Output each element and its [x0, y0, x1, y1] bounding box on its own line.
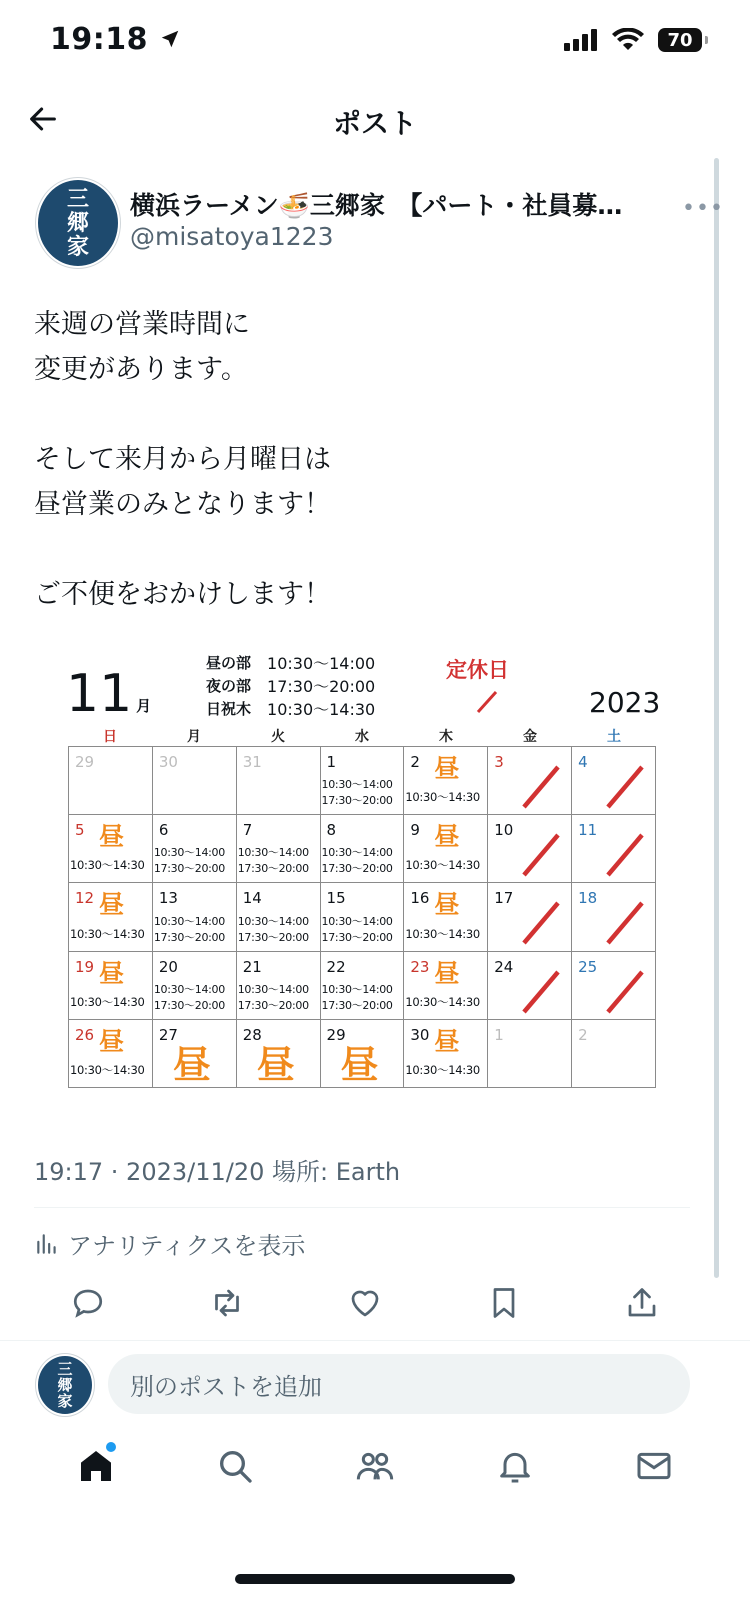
day-hours [154, 914, 225, 946]
avatar[interactable] [36, 178, 120, 268]
status-icons [564, 28, 702, 52]
home-indicator [235, 1574, 515, 1584]
analytics-link[interactable] [34, 1226, 305, 1261]
dinner-hours: 17:30〜20:00 [321, 930, 393, 944]
day-number: 29 [326, 1025, 346, 1044]
calendar-week [69, 883, 656, 951]
day-hours [154, 845, 225, 877]
weekday-header [68, 726, 656, 746]
signal-icon [564, 29, 598, 51]
lunch-hours: 10:30〜14:00 [237, 914, 309, 928]
day-number: 23 [410, 957, 430, 976]
day-hours [238, 845, 309, 877]
calendar-grid [68, 746, 656, 1088]
day-number: 7 [242, 821, 253, 840]
tab-search[interactable] [205, 1436, 265, 1496]
day-number: 4 [578, 753, 588, 771]
lunch-hours: 10:30〜14:30 [405, 858, 480, 873]
avatar-char: 家 [57, 1392, 73, 1410]
tab-home[interactable] [66, 1436, 126, 1496]
day-number: 20 [158, 957, 178, 976]
post-line: 来週の営業時間に [34, 309, 250, 340]
calendar-day [404, 747, 488, 815]
more-options-icon[interactable]: ••• [682, 196, 724, 221]
reply-input[interactable] [108, 1354, 690, 1414]
calendar-day [488, 1019, 572, 1087]
calendar-day [320, 1019, 404, 1087]
avatar-char: 家 [66, 234, 89, 260]
author-handle[interactable]: @misatoya1223 [130, 222, 334, 251]
notification-dot [106, 1442, 116, 1452]
day-number: 19 [75, 957, 95, 976]
closed-day-label: 定休日 [446, 658, 509, 682]
lunch-mark: 昼 [434, 890, 460, 920]
calendar-day [404, 1019, 488, 1087]
avatar-char: 郷 [57, 1376, 73, 1394]
like-icon[interactable] [347, 1285, 383, 1321]
hours-label: 夜の部 [206, 677, 252, 695]
calendar-day [572, 815, 656, 883]
post-line: そして来月から月曜日は [34, 444, 331, 475]
dinner-hours: 17:30〜20:00 [153, 862, 225, 876]
day-number: 24 [494, 957, 514, 976]
lunch-mark: 昼 [172, 1042, 211, 1087]
day-number: 30 [158, 753, 178, 771]
post-line: 昼営業のみとなります！ [34, 489, 331, 520]
communities-icon [355, 1446, 395, 1486]
calendar-day [320, 883, 404, 951]
calendar-day [236, 1019, 320, 1087]
lunch-hours: 10:30〜14:30 [70, 858, 145, 873]
lunch-hours: 10:30〜14:30 [405, 790, 480, 805]
bookmark-icon[interactable] [486, 1285, 522, 1321]
calendar-day [152, 883, 236, 951]
home-icon [76, 1446, 116, 1486]
day-number: 18 [578, 889, 598, 908]
lunch-mark: 昼 [99, 1026, 125, 1056]
business-hours [206, 652, 375, 721]
calendar-day [152, 815, 236, 883]
lunch-hours: 10:30〜14:00 [153, 982, 225, 996]
calendar-day [69, 1019, 153, 1087]
dinner-hours: 17:30〜20:00 [237, 862, 309, 876]
page-title: ポスト [332, 107, 417, 140]
calendar-month: 11 月 [66, 664, 152, 724]
calendar-day [236, 883, 320, 951]
lunch-mark: 昼 [99, 890, 125, 920]
lunch-hours: 10:30〜14:00 [237, 846, 309, 860]
lunch-hours: 10:30〜14:30 [70, 994, 145, 1009]
day-number: 22 [326, 957, 346, 976]
day-number: 9 [410, 821, 420, 840]
day-number: 30 [410, 1025, 430, 1044]
post-text [34, 302, 714, 617]
dinner-hours: 17:30〜20:00 [153, 930, 225, 944]
lunch-hours: 10:30〜14:00 [237, 982, 309, 996]
lunch-mark: 昼 [434, 1026, 460, 1056]
closed-slash [602, 968, 648, 1016]
messages-icon [634, 1446, 674, 1486]
post-timestamp: 19:17 · 2023/11/20 場所: Earth [34, 1158, 401, 1186]
calendar-day [69, 747, 153, 815]
day-hours [322, 777, 393, 809]
weekday-label: 木 [439, 729, 453, 745]
lunch-mark: 昼 [434, 754, 460, 783]
lunch-mark: 昼 [434, 958, 460, 988]
day-number: 5 [75, 821, 85, 840]
calendar-day [320, 747, 404, 815]
lunch-hours: 10:30〜14:00 [153, 914, 225, 928]
scrollbar[interactable] [714, 158, 719, 1278]
reply-icon[interactable] [70, 1285, 106, 1321]
avatar-char: 三 [57, 1360, 73, 1378]
battery-level: 70 [667, 29, 693, 51]
weekday-label: 土 [607, 729, 621, 745]
closed-slash [518, 968, 564, 1016]
weekday-label: 月 [187, 729, 201, 745]
search-icon [215, 1446, 255, 1486]
post-line: ご不便をおかけします！ [34, 579, 331, 610]
tab-messages[interactable] [624, 1436, 684, 1496]
status-time: 19:18 [50, 22, 181, 57]
hours-label: 日祝木 [206, 700, 252, 718]
day-number: 2 [410, 753, 420, 771]
calendar-week [69, 815, 656, 883]
notifications-icon [495, 1446, 535, 1486]
calendar-day [236, 951, 320, 1019]
closed-slash [518, 831, 564, 879]
calendar-week [69, 1019, 656, 1087]
lunch-mark: 昼 [99, 958, 125, 988]
calendar-day [69, 815, 153, 883]
dinner-hours: 17:30〜20:00 [321, 998, 393, 1012]
lunch-hours: 10:30〜14:00 [321, 982, 393, 996]
day-number: 16 [410, 889, 430, 908]
lunch-hours: 10:30〜14:30 [70, 1063, 145, 1077]
calendar-day [236, 747, 320, 815]
calendar-day [152, 747, 236, 815]
calendar-day [152, 1019, 236, 1087]
dinner-hours: 17:30〜20:00 [237, 930, 309, 944]
calendar-day [488, 951, 572, 1019]
closed-slash-legend [474, 690, 500, 714]
post-actions [70, 1285, 660, 1321]
day-number: 6 [158, 821, 169, 840]
day-number: 11 [578, 821, 598, 840]
hours-time: 10:30〜14:00 [267, 654, 376, 673]
avatar-char: 郷 [66, 210, 89, 236]
day-number: 27 [158, 1025, 178, 1044]
calendar-day [152, 951, 236, 1019]
day-hours [154, 982, 225, 1014]
reply-avatar [36, 1354, 94, 1416]
calendar-week [69, 747, 656, 815]
day-number: 31 [242, 753, 262, 771]
analytics-label: アナリティクスを表示 [68, 1232, 306, 1260]
lunch-hours: 10:30〜14:00 [153, 846, 225, 860]
day-number: 13 [158, 889, 178, 908]
day-hours [322, 914, 393, 946]
calendar-year: 2023 [589, 686, 661, 719]
day-hours [238, 982, 309, 1014]
calendar-day [236, 815, 320, 883]
closed-slash [602, 831, 648, 879]
lunch-mark: 昼 [434, 822, 460, 852]
day-number: 21 [242, 957, 262, 976]
calendar-day [488, 815, 572, 883]
day-hours [322, 845, 393, 877]
share-icon[interactable] [624, 1285, 660, 1321]
weekday-label: 火 [271, 729, 285, 745]
lunch-hours: 10:30〜14:00 [321, 778, 393, 792]
lunch-hours: 10:30〜14:30 [405, 1063, 480, 1077]
closed-slash [518, 763, 564, 811]
dinner-hours: 17:30〜20:00 [237, 998, 309, 1012]
closed-slash [518, 899, 564, 947]
day-number: 1 [494, 1025, 504, 1044]
day-number: 10 [494, 821, 514, 840]
day-number: 1 [326, 753, 337, 771]
calendar-day [69, 951, 153, 1019]
hours-time: 10:30〜14:30 [267, 700, 376, 719]
lunch-hours: 10:30〜14:30 [405, 994, 480, 1009]
dinner-hours: 17:30〜20:00 [153, 998, 225, 1012]
repost-icon[interactable] [209, 1285, 245, 1321]
day-number: 14 [242, 889, 262, 908]
day-number: 17 [494, 889, 514, 908]
wifi-icon [612, 28, 644, 52]
calendar-day [320, 951, 404, 1019]
day-number: 15 [326, 889, 346, 908]
lunch-hours: 10:30〜14:00 [321, 914, 393, 928]
lunch-mark: 昼 [340, 1042, 379, 1087]
lunch-hours: 10:30〜14:00 [321, 846, 393, 860]
lunch-hours: 10:30〜14:30 [70, 926, 145, 941]
calendar-week [69, 951, 656, 1019]
calendar-day [572, 883, 656, 951]
calendar-day [404, 883, 488, 951]
post-image-calendar[interactable] [34, 642, 714, 1104]
calendar-day [320, 815, 404, 883]
tab-communities[interactable] [345, 1436, 405, 1496]
calendar-day [488, 747, 572, 815]
hours-time: 17:30〜20:00 [267, 677, 376, 696]
day-number: 3 [494, 753, 504, 771]
divider [34, 1207, 690, 1208]
bottom-tab-bar [0, 1436, 750, 1496]
reply-placeholder: 別のポストを追加 [130, 1372, 322, 1401]
calendar-day [404, 815, 488, 883]
avatar-char: 三 [66, 186, 89, 212]
day-number: 29 [75, 753, 95, 771]
calendar-day [572, 747, 656, 815]
lunch-mark: 昼 [99, 822, 125, 852]
day-number: 25 [578, 957, 598, 976]
dinner-hours: 17:30〜20:00 [321, 862, 393, 876]
day-hours [322, 982, 393, 1014]
day-number: 2 [578, 1025, 588, 1044]
day-number: 12 [75, 889, 95, 908]
post-line: 変更があります。 [34, 354, 248, 385]
closed-slash [602, 763, 648, 811]
closed-slash [602, 899, 648, 947]
day-number: 8 [326, 821, 337, 840]
lunch-hours: 10:30〜14:30 [405, 926, 480, 941]
location-arrow-icon [159, 28, 181, 50]
weekday-label: 日 [103, 729, 117, 745]
author-name[interactable]: 横浜ラーメン🍜三郷家 【パート・社員募… [130, 191, 623, 220]
calendar-day [572, 951, 656, 1019]
calendar-day [404, 951, 488, 1019]
calendar-day [572, 1019, 656, 1087]
battery-indicator [658, 28, 702, 52]
tab-notifications[interactable] [485, 1436, 545, 1496]
calendar-day [488, 883, 572, 951]
analytics-icon [34, 1231, 60, 1257]
day-number: 26 [75, 1025, 95, 1044]
lunch-mark: 昼 [256, 1042, 295, 1087]
hours-label: 昼の部 [206, 654, 252, 672]
divider [0, 1340, 750, 1341]
day-number: 28 [242, 1025, 262, 1044]
calendar-day [69, 883, 153, 951]
dinner-hours: 17:30〜20:00 [321, 794, 393, 808]
weekday-label: 水 [355, 729, 369, 745]
day-hours [238, 914, 309, 946]
weekday-label: 金 [523, 729, 537, 745]
